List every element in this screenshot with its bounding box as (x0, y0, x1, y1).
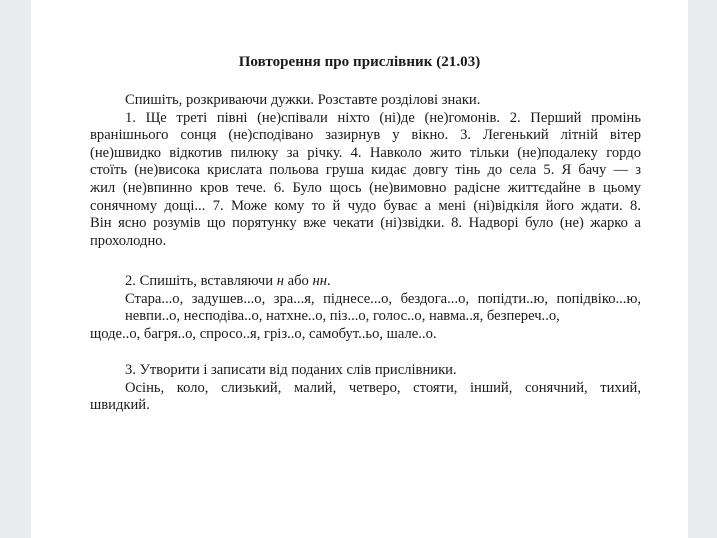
document-page (31, 0, 688, 538)
task-1 (90, 92, 641, 250)
task-1-line: вранішнього сонця (не)сподівано зазирнув у вікно. 3. Легенький літній вітер (90, 127, 641, 144)
task-1-line: сонячному дощі... 7. Може кому то й чудо буває а мені (ні)відкіля його ждати. 8. (90, 197, 641, 214)
task-2-heading-prefix: 2. Спишіть, вставляючи (125, 273, 277, 289)
task-1-line: 1. Ще треті півні (не)співали ніхто (ні)де (не)гомонів. 2. Перший промінь (125, 109, 641, 126)
task-2-heading-suffix: . (326, 273, 331, 289)
task-1-line: (не)швидко відкотив пилюку за річку. 4. Навколо жито тільки (не)подалеку гордо (90, 144, 641, 161)
task-3-line: Осінь, коло, слизький, малий, четверо, стояти, інший, сонячний, тихий, (125, 379, 641, 396)
task-1-heading: Спишіть, розкриваючи дужки. Розставте розділові знаки. (125, 92, 481, 108)
task-2 (90, 273, 641, 343)
task-2-heading-or: або (283, 273, 313, 289)
task-2-heading-nn: нн (312, 273, 327, 289)
task-2-line: Стара...о, задушев...о, зра...я, піднесе...о, бездога...о, попідти..ю, попідвіко...ю, (125, 290, 641, 307)
task-3-line: швидкий. (90, 397, 150, 414)
task-1-line: прохолодно. (90, 232, 167, 249)
task-2-line: невпи..о, несподіва..о, натхне..о, піз...о, голос..о, навма..я, безпереч..о, (125, 308, 560, 325)
task-1-line: жил (не)впинно кров тече. 6. Було щось (не)вимовно радісне життєдайне в цьому (90, 179, 641, 196)
task-1-line: Він ясно розумів що порятунку вже чекати (ні)звідки. 8. Надворі було (не) жарко а (90, 215, 641, 232)
task-2-heading (125, 273, 641, 291)
document-title: Повторення про прислівник (21.03) (238, 54, 481, 70)
task-2-heading-n: н (276, 273, 284, 289)
task-3-heading: 3. Утворити і записати від поданих слів прислівники. (125, 362, 457, 378)
task-1-line: стоїть (не)висока крислата польова груша кидає довгу тінь до села 5. Я бачу — з (90, 162, 641, 179)
task-2-line: щоде..о, багря..о, спросо..я, гріз..о, самобут..ьо, шале..о. (90, 325, 437, 342)
task-3 (90, 362, 641, 415)
